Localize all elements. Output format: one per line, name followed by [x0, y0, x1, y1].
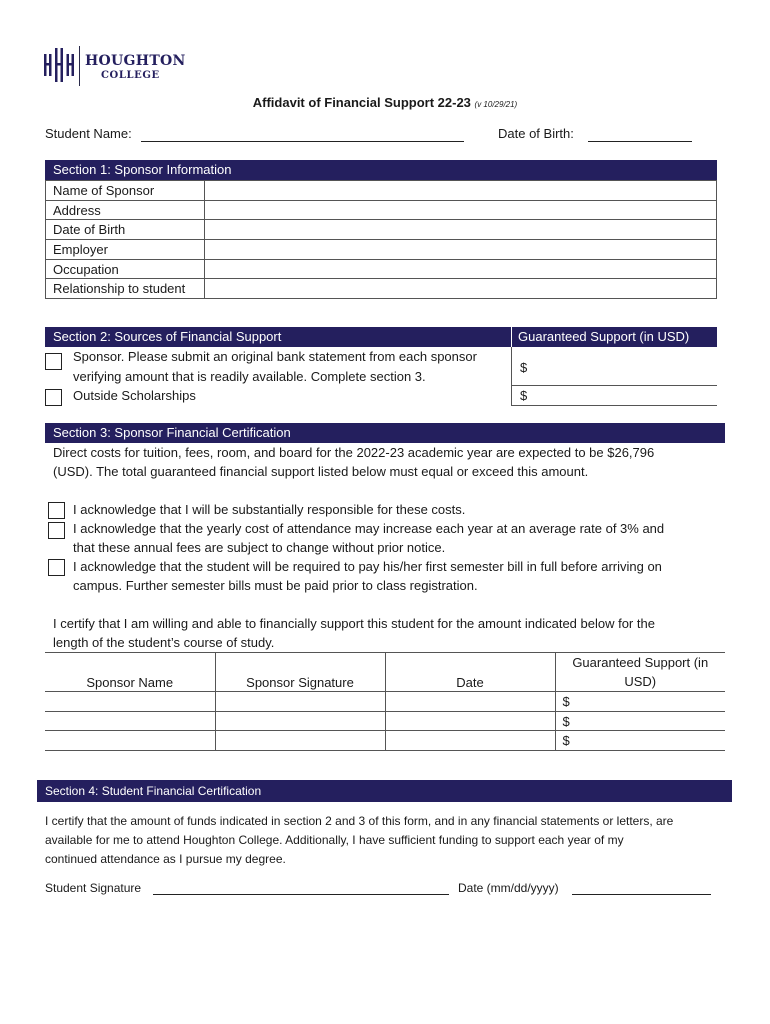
scholarships-amount-field[interactable]: $ [520, 388, 528, 403]
version-text: (v 10/29/21) [474, 100, 518, 109]
sponsor-amount-field[interactable]: $ [520, 360, 528, 375]
col-date: Date [385, 653, 555, 692]
section3-header: Section 3: Sponsor Financial Certification [45, 423, 725, 443]
table-row [46, 279, 717, 299]
section1-header: Section 1: Sponsor Information [45, 160, 717, 180]
ack3-checkbox[interactable] [48, 559, 65, 576]
table-row [46, 220, 717, 240]
student-certify-text-2: available for me to attend Houghton College. Additionally, I have sufficient funding to support each year of my [45, 833, 624, 847]
divider [511, 385, 717, 386]
table-row [46, 181, 717, 201]
cost-intro-text: Direct costs for tuition, fees, room, and board for the 2022-23 academic year are expected to be $26,796 [53, 445, 655, 460]
certify-text-2: length of the student’s course of study. [53, 635, 275, 650]
ack3-text-2: campus. Further semester bills must be paid prior to class registration. [73, 578, 478, 593]
student-name-label: Student Name: [45, 126, 132, 141]
table-row [46, 259, 717, 279]
ack2-text: I acknowledge that the yearly cost of attendance may increase each year at an average rate of 3% and [73, 521, 665, 536]
sponsor-name-cell[interactable] [45, 711, 215, 731]
row-label: Address [46, 200, 205, 220]
ack1-checkbox[interactable] [48, 502, 65, 519]
title-text: Affidavit of Financial Support 22-23 [252, 95, 471, 110]
student-date-field[interactable] [572, 894, 711, 895]
sponsor-signature-cell[interactable] [215, 731, 385, 751]
section4-header: Section 4: Student Financial Certification [37, 780, 732, 802]
student-date-label: Date (mm/dd/yyyy) [458, 881, 559, 895]
sponsor-dob-field[interactable] [204, 220, 716, 240]
support-amount-cell[interactable]: $ [555, 731, 725, 751]
sponsor-option-text: Sponsor. Please submit an original bank statement from each sponsor [73, 349, 477, 364]
ack2-text-2: that these annual fees are subject to change without prior notice. [73, 540, 446, 555]
date-cell[interactable] [385, 711, 555, 731]
divider [511, 347, 512, 406]
divider [511, 405, 717, 406]
col-support-text-2: USD) [624, 674, 657, 689]
address-field[interactable] [204, 200, 716, 220]
support-amount-cell[interactable]: $ [555, 692, 725, 712]
row-label: Occupation [46, 259, 205, 279]
logo-subtitle: COLLEGE [101, 70, 160, 81]
table-row [46, 200, 717, 220]
table-row [46, 240, 717, 260]
cost-intro-text-2: (USD). The total guaranteed financial support listed below must equal or exceed this amount. [53, 464, 589, 479]
col-support-text: Guaranteed Support (in [572, 655, 709, 670]
student-signature-label: Student Signature [45, 881, 142, 895]
sponsor-name-cell[interactable] [45, 692, 215, 712]
support-amount-cell[interactable]: $ [555, 711, 725, 731]
col-sponsor-name: Sponsor Name [45, 653, 215, 692]
row-label: Relationship to student [46, 279, 205, 299]
ack1-text: I acknowledge that I will be substantially responsible for these costs. [73, 502, 466, 517]
employer-field[interactable] [204, 240, 716, 260]
col-guaranteed-support [555, 653, 725, 692]
student-certify-text-3: continued attendance as I pursue my degree. [45, 852, 286, 866]
logo-wordmark: HOUGHTON [85, 53, 186, 69]
table-row [45, 692, 725, 712]
scholarships-checkbox[interactable] [45, 389, 62, 406]
ack3-text: I acknowledge that the student will be required to pay his/her first semester bill in full before arriving on [73, 559, 662, 574]
student-name-field[interactable] [141, 141, 464, 142]
relationship-field[interactable] [204, 279, 716, 299]
table-row [45, 731, 725, 751]
occupation-field[interactable] [204, 259, 716, 279]
sponsor-info-table [45, 180, 717, 299]
date-cell[interactable] [385, 731, 555, 751]
ack2-checkbox[interactable] [48, 522, 65, 539]
dob-label: Date of Birth: [498, 126, 574, 141]
houghton-logo-mark-icon [44, 48, 74, 82]
section2-header: Section 2: Sources of Financial Support [45, 327, 511, 347]
certify-text: I certify that I am willing and able to financially support this student for the amount indicated below for the [53, 616, 655, 631]
date-cell[interactable] [385, 692, 555, 712]
section2-support-header: Guaranteed Support (in USD) [512, 327, 717, 347]
sponsor-name-cell[interactable] [45, 731, 215, 751]
sponsor-name-field[interactable] [204, 181, 716, 201]
row-label: Name of Sponsor [46, 181, 205, 201]
row-label: Employer [46, 240, 205, 260]
student-signature-field[interactable] [153, 894, 449, 895]
sponsor-certification-table [45, 652, 725, 751]
col-sponsor-signature: Sponsor Signature [215, 653, 385, 692]
logo-divider [79, 46, 80, 86]
sponsor-checkbox[interactable] [45, 353, 62, 370]
sponsor-signature-cell[interactable] [215, 711, 385, 731]
page-title [0, 95, 770, 110]
table-row [45, 711, 725, 731]
student-certify-text: I certify that the amount of funds indicated in section 2 and 3 of this form, and in any financial statements or letters, are [45, 814, 674, 828]
dob-field[interactable] [588, 141, 692, 142]
sponsor-signature-cell[interactable] [215, 692, 385, 712]
row-label: Date of Birth [46, 220, 205, 240]
scholarships-text: Outside Scholarships [73, 388, 196, 403]
table-header-row [45, 653, 725, 692]
sponsor-option-text-2: verifying amount that is readily available. Complete section 3. [73, 369, 426, 384]
